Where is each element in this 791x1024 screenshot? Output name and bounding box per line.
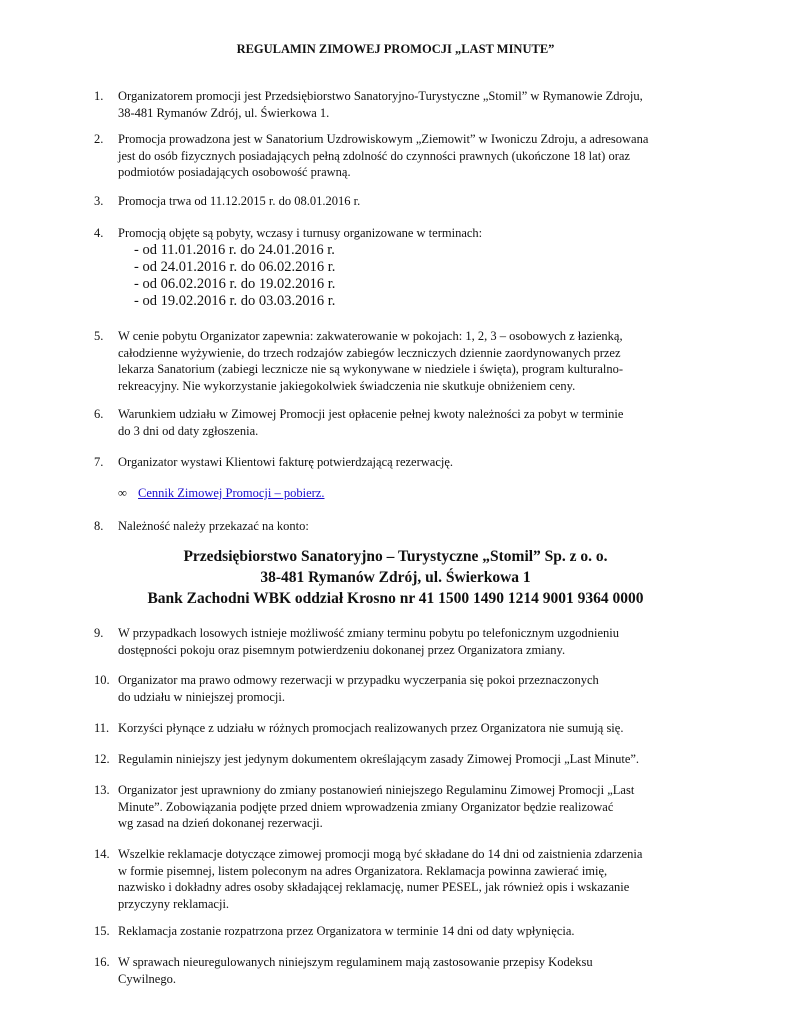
clause-line: Minute”. Zobowiązania podjęte przed dniem wprowadzenia zmiany Organizator będzie realizować [118,799,614,814]
clause-line: Wszelkie reklamacje dotyczące zimowej promocji mogą być składane do 14 dni od zaistnienia zdarzenia [118,847,643,861]
clause-line: do 3 dni od daty zgłoszenia. [118,423,259,438]
clause-number: 12. [94,752,110,766]
clause-line: nazwisko i dokładny adres osoby składającej reklamację, numer PESEL, jak również opis i wskazanie [118,880,630,894]
clause-text [118,454,706,471]
clause-number: 6. [94,407,104,421]
clause-number: 14. [94,847,110,861]
clause-number: 11. [94,721,110,735]
clause-number: 3. [94,194,104,208]
clause-number: 5. [94,329,104,343]
bank-account: Bank Zachodni WBK oddział Krosno nr 41 1500 1490 1214 9001 9364 0000 [147,590,644,607]
clause-number: 13. [94,783,110,797]
clause-text [118,782,706,832]
clause-line: Promocja prowadzona jest w Sanatorium Uzdrowiskowym „Ziemowit” w Iwoniczu Zdroju, a adresowana [118,132,649,146]
clause-line: 38-481 Rymanów Zdrój, ul. Świerkowa 1. [118,105,330,120]
clause-line: dostępności pokoju oraz pisemnym potwierdzeniu dokonanej przez Organizatora zmiany. [118,642,566,657]
clause-line: jest do osób fizycznych posiadających pełną zdolność do czynności prawnych (ukończone 18 lat) oraz [118,148,630,163]
price-list-download-link[interactable]: Cennik Zimowej Promocji – pobierz. [138,486,325,500]
clause-text [118,846,706,912]
clause-line: podmiotów posiadających osobowość prawną. [118,165,351,179]
clause-text [118,328,706,394]
clause-line: rekreacyjny. Nie wykorzystanie jakiegokolwiek świadczenia nie skutkuje obniżeniem ceny. [118,378,576,393]
clause-line: Korzyści płynące z udziału w różnych promocjach realizowanych przez Organizatora nie sumują się. [118,721,624,735]
clause-number: 1. [94,89,104,103]
clause-text [118,720,706,737]
clause-line: Warunkiem udziału w Zimowej Promocji jest opłacenie pełnej kwoty należności za pobyt w terminie [118,407,624,421]
clause-line: Organizator jest uprawniony do zmiany postanowień niniejszego Regulaminu Zimowej Promocji „Last [118,783,635,797]
clause-number: 15. [94,924,110,938]
date-range-list [134,242,335,310]
date-range: - od 11.01.2016 r. do 24.01.2016 r. [134,242,335,258]
clause-line: wg zasad na dzień dokonanej rezerwacji. [118,816,323,830]
clause-text [118,131,706,181]
company-address: 38-481 Rymanów Zdrój, ul. Świerkowa 1 [260,569,531,586]
clause-line: Organizator ma prawo odmowy rezerwacji w przypadku wyczerpania się pokoi przeznaczonych [118,673,599,687]
clause-number: 16. [94,955,110,969]
clause-line: Promocją objęte są pobyty, wczasy i turnusy organizowane w terminach: [118,226,483,240]
clause-line: do udziału w niniejszej promocji. [118,689,285,704]
clause-text [118,225,706,242]
clause-line: Należność należy przekazać na konto: [118,519,309,533]
clause-line: Promocja trwa od 11.12.2015 r. do 08.01.2016 r. [118,194,361,208]
clause-text [118,193,706,210]
document-title: REGULAMIN ZIMOWEJ PROMOCJI „LAST MINUTE” [236,42,555,56]
clause-text [118,625,706,658]
clause-line: Reklamacja zostanie rozpatrzona przez Organizatora w terminie 14 dni od daty wpłynięcia. [118,924,575,938]
clause-number: 10. [94,673,110,687]
clause-line: Organizator wystawi Klientowi fakturę potwierdzającą rezerwację. [118,455,454,469]
clause-line: Cywilnego. [118,971,176,986]
clause-line: W sprawach nieuregulowanych niniejszym regulaminem mają zastosowanie przepisy Kodeksu [118,955,593,969]
clause-number: 4. [94,226,104,240]
clause-number: 8. [94,519,104,533]
clause-number: 9. [94,626,104,640]
clause-text [118,518,706,535]
clause-number: 7. [94,455,104,469]
company-name: Przedsiębiorstwo Sanatoryjno – Turystyczne „Stomil” Sp. z o. o. [183,548,608,565]
clause-line: całodzienne wyżywienie, do trzech rodzajów zabiegów leczniczych dziennie zaordynowanych przez [118,345,621,360]
price-list-link-row [118,486,324,501]
company-bank-details [0,546,791,609]
clause-text [118,954,706,987]
clause-text [118,672,706,705]
clause-line: W przypadkach losowych istnieje możliwość zmiany terminu pobytu po telefonicznym uzgodnieniu [118,626,620,640]
clause-line: Regulamin niniejszy jest jedynym dokumentem określającym zasady Zimowej Promocji „Last Minute”. [118,752,640,766]
clause-line: Organizatorem promocji jest Przedsiębiorstwo Sanatoryjno-Turystyczne „Stomil” w Rymanowie Zdroju, [118,89,643,103]
date-range: - od 24.01.2016 r. do 06.02.2016 r. [134,259,336,275]
date-range: - od 19.02.2016 r. do 03.03.2016 r. [134,293,336,309]
date-range: - od 06.02.2016 r. do 19.02.2016 r. [134,276,336,292]
clause-text [118,406,706,439]
clause-number: 2. [94,132,104,146]
clause-text [118,923,706,940]
clause-line: w formie pisemnej, listem poleconym na adres Organizatora. Reklamacja powinna zawierać imię, [118,863,608,878]
clause-line: lekarza Sanatorium (zabiegi lecznicze nie są wykonywane w niedziele i święta), program kulturalno- [118,362,623,376]
clause-text [118,751,706,768]
clause-line: przyczyny reklamacji. [118,896,230,911]
clause-text [118,88,706,121]
infinity-bullet-icon: ∞ [118,486,127,500]
clause-line: W cenie pobytu Organizator zapewnia: zakwaterowanie w pokojach: 1, 2, 3 – osobowych z łazienką, [118,329,623,343]
